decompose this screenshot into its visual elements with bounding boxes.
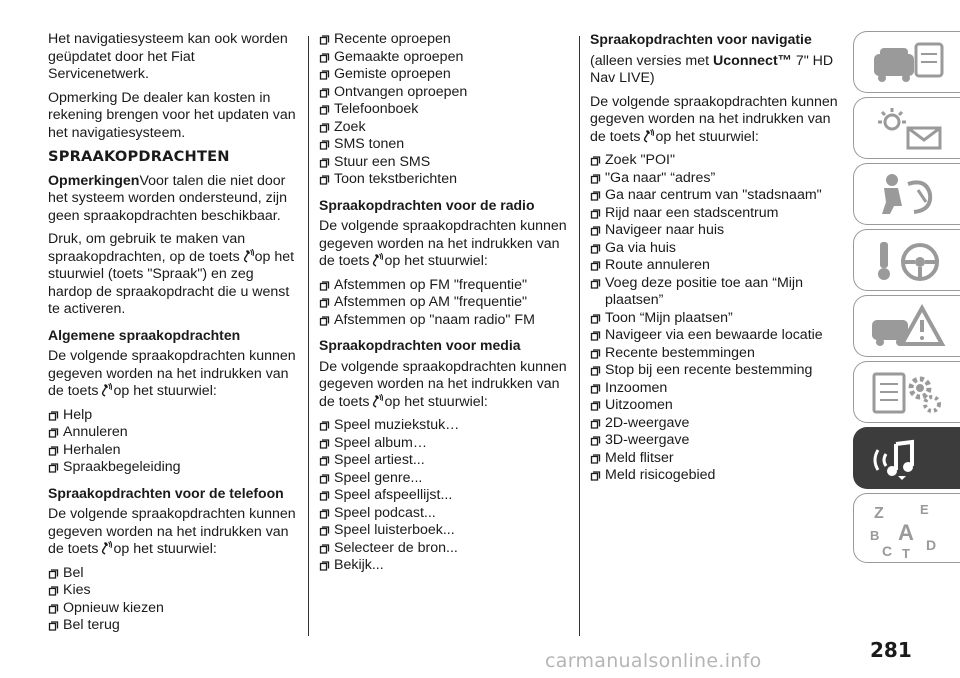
command-text: Opnieuw kiezen (63, 599, 164, 616)
command-text: Stop bij een recente bestemming (605, 362, 813, 378)
command-bullet-icon (590, 384, 601, 394)
command-bullet-icon (590, 279, 601, 289)
general-intro-a: De volgende spraakopdrachten kunnen gegeven worden na het indrukken van de toets (48, 348, 296, 399)
general-heading: Algemene spraakopdrachten (48, 326, 241, 343)
command-bullet-icon (319, 105, 330, 115)
command-bullet-icon (590, 471, 601, 481)
warning-lights-icon (868, 106, 948, 152)
tab-seat-airbag[interactable] (853, 163, 960, 225)
command-text: 2D-weergave (605, 414, 690, 431)
command-bullet-icon (590, 419, 601, 429)
radio-intro-b: op het stuurwiel: (384, 253, 488, 269)
column-divider (579, 36, 580, 636)
command-text: Speel podcast... (334, 504, 436, 521)
command-bullet-icon (319, 316, 330, 326)
command-bullet-icon (319, 140, 330, 150)
command-bullet-icon (48, 463, 59, 473)
command-bullet-icon (590, 226, 601, 236)
watermark: carmanualsonline.info (545, 650, 762, 672)
command-item (319, 84, 569, 102)
command-text: Route annuleren (605, 257, 710, 273)
index-letter-b: B (870, 528, 880, 543)
command-item (319, 452, 569, 470)
command-text: Gemiste oproepen (334, 66, 451, 82)
general-intro-b: op het stuurwiel: (113, 383, 217, 399)
command-text: Recente oproepen (334, 31, 451, 47)
command-item (590, 467, 842, 485)
voice-button-icon (241, 249, 254, 263)
command-text: Bekijk... (334, 557, 384, 573)
command-bullet-icon (319, 281, 330, 291)
command-bullet-icon (319, 53, 330, 63)
media-heading: Spraakopdrachten voor media (319, 337, 521, 353)
phone-heading: Spraakopdrachten voor de telefoon (48, 484, 284, 501)
command-item (590, 345, 842, 363)
command-text: "Ga naar" “adres” (605, 169, 716, 186)
command-bullet-icon (590, 401, 601, 411)
command-item (590, 310, 842, 328)
command-bullet-icon (319, 298, 330, 308)
alphabetical-index-icon (868, 502, 948, 560)
radio-intro-a: De volgende spraakopdrachten kunnen gegeven worden na het indrukken van de toets (319, 218, 567, 269)
command-text: Gemaakte oproepen (334, 48, 464, 65)
command-text: Rijd naar een stadscentrum (605, 204, 779, 221)
note-label: Opmerkingen (48, 172, 140, 189)
command-item (319, 312, 569, 330)
voice-button-icon (370, 394, 383, 408)
command-item (590, 327, 842, 345)
command-item (590, 222, 842, 240)
command-bullet-icon (319, 421, 330, 431)
command-item (319, 540, 569, 558)
navigation-command-list (590, 152, 842, 485)
note-paragraph (48, 173, 298, 226)
command-bullet-icon (319, 544, 330, 554)
command-text: Afstemmen op "naam radio" FM (334, 311, 535, 328)
command-item (48, 617, 298, 635)
command-item (48, 424, 298, 442)
command-bullet-icon (319, 561, 330, 571)
command-bullet-icon (48, 428, 59, 438)
command-bullet-icon (319, 526, 330, 536)
command-text: Stuur een SMS (334, 153, 431, 170)
command-bullet-icon (319, 88, 330, 98)
phone-intro-b: op het stuurwiel: (113, 541, 217, 557)
phone-intro-a: De volgende spraakopdrachten kunnen gegeven worden na het indrukken van de toets (48, 506, 296, 557)
emergency-triangle-icon (868, 304, 948, 350)
nav-sub-a: (alleen versies met (590, 52, 710, 69)
command-bullet-icon (48, 569, 59, 579)
command-item (48, 582, 298, 600)
command-bullet-icon (590, 349, 601, 359)
phone-intro (48, 506, 298, 559)
command-text: Recente bestemmingen (605, 344, 755, 361)
command-item (319, 136, 569, 154)
index-letter-c: C (882, 543, 893, 559)
column-1 (48, 31, 298, 639)
command-item (319, 487, 569, 505)
command-item (590, 362, 842, 380)
command-text: Afstemmen op AM "frequentie" (334, 294, 528, 310)
command-text: Help (63, 406, 93, 423)
general-command-list (48, 407, 298, 477)
maintenance-gears-icon (868, 370, 948, 416)
command-text: Uitzoomen (605, 397, 673, 413)
command-text: Toon tekstberichten (334, 171, 458, 187)
command-item (319, 171, 569, 189)
tab-car-dashboard[interactable] (853, 31, 960, 93)
command-text: Speel muziekstuk… (334, 417, 460, 433)
command-text: Telefoonboek (334, 101, 419, 117)
voice-button-icon (99, 383, 112, 397)
navigation-intro (590, 94, 842, 147)
nav-sub-bold: Uconnect™ (713, 52, 792, 69)
command-bullet-icon (319, 70, 330, 80)
command-text: Herhalen (63, 441, 121, 458)
command-item (319, 435, 569, 453)
command-item (319, 277, 569, 295)
command-bullet-icon (319, 456, 330, 466)
index-letter-d: D (926, 537, 937, 553)
tab-emergency-triangle[interactable] (853, 295, 960, 357)
command-bullet-icon (590, 156, 601, 166)
command-item (319, 49, 569, 67)
command-item (319, 294, 569, 312)
voice-button-icon (370, 253, 383, 267)
intro-paragraph: Het navigatiesysteem kan ook worden geüpdatet door het Fiat Servicenetwerk. (48, 31, 288, 82)
command-bullet-icon (319, 491, 330, 501)
command-text: Zoek "POI" (605, 152, 675, 168)
intro-note-paragraph: Opmerking De dealer kan kosten in rekening brengen voor het updaten van het navigatiesysteem. (48, 89, 296, 141)
command-text: Speel artiest... (334, 452, 425, 468)
command-text: Afstemmen op FM "frequentie" (334, 276, 528, 293)
command-item (319, 31, 569, 49)
command-text: Bel (63, 564, 84, 581)
command-bullet-icon (319, 175, 330, 185)
command-item (590, 380, 842, 398)
command-text: Speel album… (334, 434, 428, 451)
press-text-a: Druk, om gebruik te maken van spraakopdrachten, op de toets (48, 231, 246, 265)
navigation-heading: Spraakopdrachten voor navigatie (590, 31, 812, 47)
command-bullet-icon (590, 454, 601, 464)
command-text: Speel afspeellijst... (334, 487, 453, 503)
radio-heading: Spraakopdrachten voor de radio (319, 196, 535, 213)
command-text: Zoek (334, 118, 366, 135)
command-bullet-icon (590, 366, 601, 376)
index-letter-e: E (920, 502, 929, 517)
command-item (319, 154, 569, 172)
radio-intro (319, 218, 569, 271)
tab-maintenance-gears[interactable] (853, 361, 960, 423)
command-item (590, 432, 842, 450)
multimedia-note-icon (868, 436, 948, 482)
command-bullet-icon (319, 474, 330, 484)
media-intro-b: op het stuurwiel: (384, 393, 488, 410)
command-item (590, 205, 842, 223)
phone-command-list (48, 565, 298, 635)
command-text: Voeg deze positie toe aan “Mijn plaatsen” (605, 274, 803, 308)
nav-intro-a: De volgende spraakopdrachten kunnen gegeven worden na het indrukken van de toets (590, 93, 838, 145)
command-text: SMS tonen (334, 136, 405, 152)
command-text: Ga via huis (605, 239, 676, 256)
command-item (590, 187, 842, 205)
command-item (319, 522, 569, 540)
tab-alphabetical-index[interactable] (853, 493, 960, 563)
command-text: 3D-weergave (605, 432, 690, 448)
command-bullet-icon (48, 621, 59, 631)
command-bullet-icon (48, 446, 59, 456)
tab-multimedia[interactable] (853, 427, 960, 489)
index-letter-z: Z (874, 505, 884, 522)
command-item (48, 565, 298, 583)
command-item (319, 101, 569, 119)
command-item (48, 600, 298, 618)
command-item (590, 450, 842, 468)
column-2 (319, 31, 569, 579)
command-item (590, 415, 842, 433)
command-bullet-icon (48, 411, 59, 421)
command-text: Navigeer via een bewaarde locatie (605, 327, 823, 343)
command-bullet-icon (590, 331, 601, 341)
command-item (590, 397, 842, 415)
command-text: Meld flitser (605, 449, 674, 466)
command-bullet-icon (48, 604, 59, 614)
command-item (590, 257, 842, 275)
navigation-subtitle (590, 53, 842, 88)
key-steering-icon (868, 238, 948, 284)
command-bullet-icon (590, 244, 601, 254)
command-text: Toon “Mijn plaatsen” (605, 309, 733, 326)
command-text: Meld risicogebied (605, 467, 716, 483)
media-intro-a: De volgende spraakopdrachten kunnen gegeven worden na het indrukken van de toets (319, 358, 567, 410)
command-text: Speel luisterboek... (334, 522, 455, 538)
page-number: 281 (870, 638, 912, 662)
press-paragraph (48, 231, 298, 319)
command-item (48, 459, 298, 477)
command-text: Inzoomen (605, 379, 668, 396)
command-text: Annuleren (63, 424, 128, 440)
column-divider (308, 36, 309, 636)
command-item (319, 119, 569, 137)
media-intro (319, 359, 569, 412)
voice-button-icon (641, 129, 654, 143)
command-item (590, 152, 842, 170)
voice-button-icon (99, 541, 112, 555)
nav-intro-b: op het stuurwiel: (655, 128, 759, 145)
phone-command-list-continued (319, 31, 569, 189)
column-3 (590, 31, 842, 489)
command-item (48, 407, 298, 425)
command-text: Kies (63, 582, 91, 598)
radio-command-list (319, 277, 569, 330)
command-bullet-icon (590, 174, 601, 184)
command-bullet-icon (319, 35, 330, 45)
command-text: Ontvangen oproepen (334, 83, 468, 100)
command-item (319, 505, 569, 523)
index-letter-t: T (902, 546, 910, 560)
command-bullet-icon (319, 158, 330, 168)
command-bullet-icon (319, 509, 330, 519)
command-item (590, 240, 842, 258)
command-bullet-icon (590, 261, 601, 271)
command-item (319, 66, 569, 84)
media-command-list (319, 417, 569, 575)
command-item (319, 417, 569, 435)
general-intro (48, 348, 298, 401)
seat-airbag-icon (868, 172, 948, 218)
command-text: Navigeer naar huis (605, 222, 725, 238)
command-item (590, 275, 842, 310)
nav-sub-b: 7" HD Nav LIVE) (590, 52, 834, 86)
section-title: SPRAAKOPDRACHTEN (48, 148, 230, 165)
command-item (319, 470, 569, 488)
command-bullet-icon (590, 314, 601, 324)
note-text: Voor talen die niet door het systeem worden ondersteund, zijn geen spraakopdrachten beschikbaar. (48, 172, 287, 224)
command-item (590, 170, 842, 188)
command-bullet-icon (590, 209, 601, 219)
command-text: Selecteer de bron... (334, 539, 458, 556)
command-bullet-icon (48, 586, 59, 596)
command-text: Ga naar centrum van "stadsnaam" (605, 187, 822, 203)
command-text: Spraakbegeleiding (63, 459, 181, 475)
index-letter-a: A (898, 520, 914, 545)
command-item (319, 557, 569, 575)
command-item (48, 442, 298, 460)
command-bullet-icon (319, 439, 330, 449)
tab-key-steering[interactable] (853, 229, 960, 291)
tab-warning-lights[interactable] (853, 97, 960, 159)
press-text-b: op het stuurwiel (toets "Spraak") en zeg hardop de spraakopdracht die u wenst te activeren. (48, 248, 295, 317)
command-text: Bel terug (63, 617, 120, 633)
command-bullet-icon (319, 123, 330, 133)
command-bullet-icon (590, 436, 601, 446)
command-bullet-icon (590, 191, 601, 201)
car-dashboard-icon (868, 40, 948, 86)
command-text: Speel genre... (334, 469, 423, 486)
